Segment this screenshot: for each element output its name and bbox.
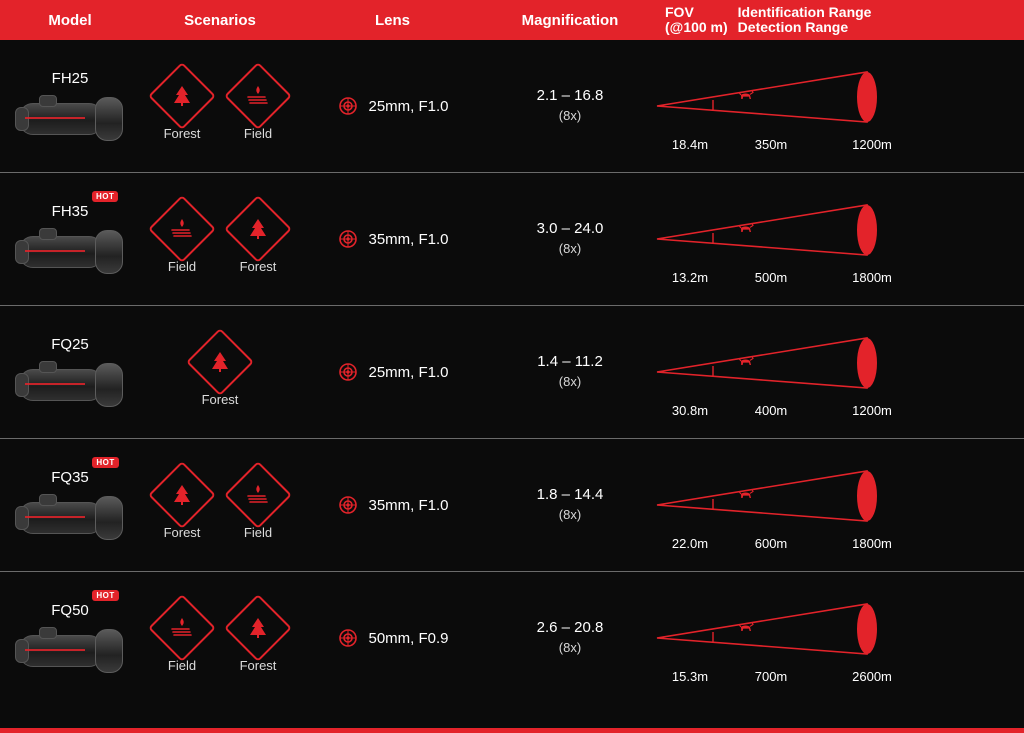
model-label: FQ50	[51, 601, 89, 619]
scenario-item	[226, 604, 290, 673]
detection-range-value: 2600m	[852, 669, 892, 684]
scenario-diamond	[148, 62, 216, 130]
column-header-model: Model	[48, 11, 92, 29]
fov-distance-labels	[655, 270, 1024, 285]
detection-range-value: 1800m	[852, 270, 892, 285]
fov-cone-graphic	[655, 332, 885, 394]
column-header-identification-range: Identification Range	[737, 4, 872, 20]
fov-distance-labels	[655, 137, 1024, 152]
column-header-magnification: Magnification	[521, 11, 619, 29]
scenarios-cell	[140, 338, 300, 407]
magnification-value: 2.1 – 16.8	[536, 87, 604, 104]
magnification-zoom: (8x)	[558, 374, 582, 389]
thermal-scope-image	[15, 224, 125, 276]
magnification-value: 1.4 – 11.2	[537, 353, 603, 370]
hot-badge: HOT	[92, 191, 118, 202]
fov-distance-labels	[655, 669, 1024, 684]
field-icon	[245, 83, 271, 109]
table-header-row	[0, 0, 1024, 40]
column-header-scenarios: Scenarios	[184, 11, 256, 29]
model-label: FQ25	[51, 335, 89, 353]
magnification-zoom: (8x)	[558, 640, 582, 655]
field-icon	[169, 216, 195, 242]
scenario-item	[188, 338, 252, 407]
scenario-label: Forest	[201, 391, 239, 407]
thermal-scope-image	[15, 490, 125, 542]
column-header-detection-range: Detection Range	[737, 19, 849, 35]
magnification-zoom: (8x)	[558, 241, 582, 256]
column-header-fov-distance: (@100 m)	[665, 19, 728, 35]
table-row	[0, 40, 1024, 173]
fov-distance-labels	[655, 403, 1024, 418]
fov-graphic	[655, 332, 1024, 422]
column-header-lens: Lens	[374, 11, 410, 29]
identification-range-value: 700m	[754, 669, 788, 684]
table-row	[0, 439, 1024, 572]
bottom-accent-bar	[0, 728, 1024, 733]
magnification-cell	[485, 219, 655, 259]
scenario-label: Forest	[239, 258, 277, 274]
fov-header-group	[665, 5, 871, 35]
scenario-diamond	[186, 328, 254, 396]
scenario-item	[150, 205, 214, 274]
scenario-item	[226, 205, 290, 274]
scenario-item	[150, 72, 214, 141]
fov-value: 18.4m	[671, 137, 709, 152]
field-icon	[169, 615, 195, 641]
fov-value: 30.8m	[671, 403, 709, 418]
table-body	[0, 40, 1024, 704]
model-label: FH25	[51, 69, 89, 87]
scenario-label: Forest	[163, 524, 201, 540]
fov-cone-graphic	[655, 465, 885, 527]
detection-range-value: 1200m	[852, 403, 892, 418]
scenario-diamond	[148, 195, 216, 263]
model-name	[51, 457, 115, 486]
lens-value: 25mm, F1.0	[368, 97, 449, 115]
lens-value: 35mm, F1.0	[368, 230, 449, 248]
fov-graphic	[655, 465, 1024, 555]
lens-aperture-icon	[336, 227, 360, 251]
field-icon	[245, 482, 271, 508]
lens-value: 35mm, F1.0	[368, 496, 449, 514]
table-row	[0, 306, 1024, 439]
model-name	[51, 336, 89, 353]
scenario-label: Forest	[239, 657, 277, 673]
forest-icon	[169, 482, 195, 508]
identification-range-value: 600m	[754, 536, 788, 551]
lens-aperture-icon	[336, 493, 360, 517]
identification-range-value: 500m	[754, 270, 788, 285]
scenario-diamond	[148, 461, 216, 529]
scenario-diamond	[224, 62, 292, 130]
fov-graphic	[655, 199, 1024, 289]
detection-range-value: 1800m	[852, 536, 892, 551]
scenario-label: Field	[243, 524, 273, 540]
magnification-zoom: (8x)	[558, 507, 582, 522]
fov-cone-graphic	[655, 199, 885, 261]
model-name	[51, 191, 115, 220]
magnification-value: 3.0 – 24.0	[536, 220, 604, 237]
magnification-value: 2.6 – 20.8	[536, 619, 604, 636]
identification-range-value: 350m	[754, 137, 788, 152]
deer-icon	[737, 487, 755, 503]
deer-icon	[737, 88, 755, 104]
fov-graphic	[655, 66, 1024, 156]
lens-cell	[300, 626, 485, 650]
thermal-scope-image	[15, 357, 125, 409]
magnification-value: 1.8 – 14.4	[536, 486, 604, 503]
deer-icon	[737, 354, 755, 370]
lens-aperture-icon	[336, 360, 360, 384]
hot-badge: HOT	[92, 590, 118, 601]
table-row	[0, 572, 1024, 704]
lens-cell	[300, 493, 485, 517]
model-name	[52, 70, 89, 87]
column-header-fov: FOV	[665, 4, 694, 20]
model-cell	[0, 70, 140, 143]
scenarios-cell	[140, 471, 300, 540]
scenario-item	[150, 471, 214, 540]
detection-range-value: 1200m	[852, 137, 892, 152]
fov-distance-labels	[655, 536, 1024, 551]
deer-icon	[737, 221, 755, 237]
lens-cell	[300, 227, 485, 251]
fov-value: 15.3m	[671, 669, 709, 684]
scenario-item	[226, 72, 290, 141]
lens-cell	[300, 360, 485, 384]
scenario-label: Field	[167, 657, 197, 673]
forest-icon	[245, 216, 271, 242]
model-cell	[0, 336, 140, 409]
thermal-scope-image	[15, 91, 125, 143]
model-label: FH35	[51, 202, 89, 220]
fov-graphic	[655, 598, 1024, 688]
scenario-diamond	[224, 195, 292, 263]
lens-aperture-icon	[336, 626, 360, 650]
lens-cell	[300, 94, 485, 118]
fov-cell	[655, 306, 1024, 438]
scenario-item	[226, 471, 290, 540]
scenario-label: Field	[243, 125, 273, 141]
model-cell	[0, 191, 140, 276]
model-label: FQ35	[51, 468, 89, 486]
scenarios-cell	[140, 604, 300, 673]
forest-icon	[207, 349, 233, 375]
deer-icon	[737, 620, 755, 636]
scenario-label: Field	[167, 258, 197, 274]
model-cell	[0, 590, 140, 675]
thermal-scope-image	[15, 623, 125, 675]
magnification-cell	[485, 618, 655, 658]
table-row	[0, 173, 1024, 306]
scenario-diamond	[224, 461, 292, 529]
forest-icon	[169, 83, 195, 109]
magnification-cell	[485, 86, 655, 126]
magnification-zoom: (8x)	[558, 108, 582, 123]
lens-value: 25mm, F1.0	[368, 363, 449, 381]
identification-range-value: 400m	[754, 403, 788, 418]
model-cell	[0, 457, 140, 542]
fov-cell	[655, 173, 1024, 305]
magnification-cell	[485, 352, 655, 392]
fov-value: 13.2m	[671, 270, 709, 285]
column-header-fov-range	[655, 5, 1024, 35]
scenario-item	[150, 604, 214, 673]
scenario-diamond	[148, 594, 216, 662]
fov-cell	[655, 572, 1024, 704]
fov-cell	[655, 439, 1024, 571]
hot-badge: HOT	[92, 457, 118, 468]
scenarios-cell	[140, 205, 300, 274]
fov-value: 22.0m	[671, 536, 709, 551]
magnification-cell	[485, 485, 655, 525]
lens-aperture-icon	[336, 94, 360, 118]
forest-icon	[245, 615, 271, 641]
fov-cone-graphic	[655, 66, 885, 128]
fov-cone-graphic	[655, 598, 885, 660]
scenario-diamond	[224, 594, 292, 662]
scenario-label: Forest	[163, 125, 201, 141]
fov-cell	[655, 40, 1024, 172]
scenarios-cell	[140, 72, 300, 141]
lens-value: 50mm, F0.9	[368, 629, 449, 647]
model-name	[51, 590, 115, 619]
